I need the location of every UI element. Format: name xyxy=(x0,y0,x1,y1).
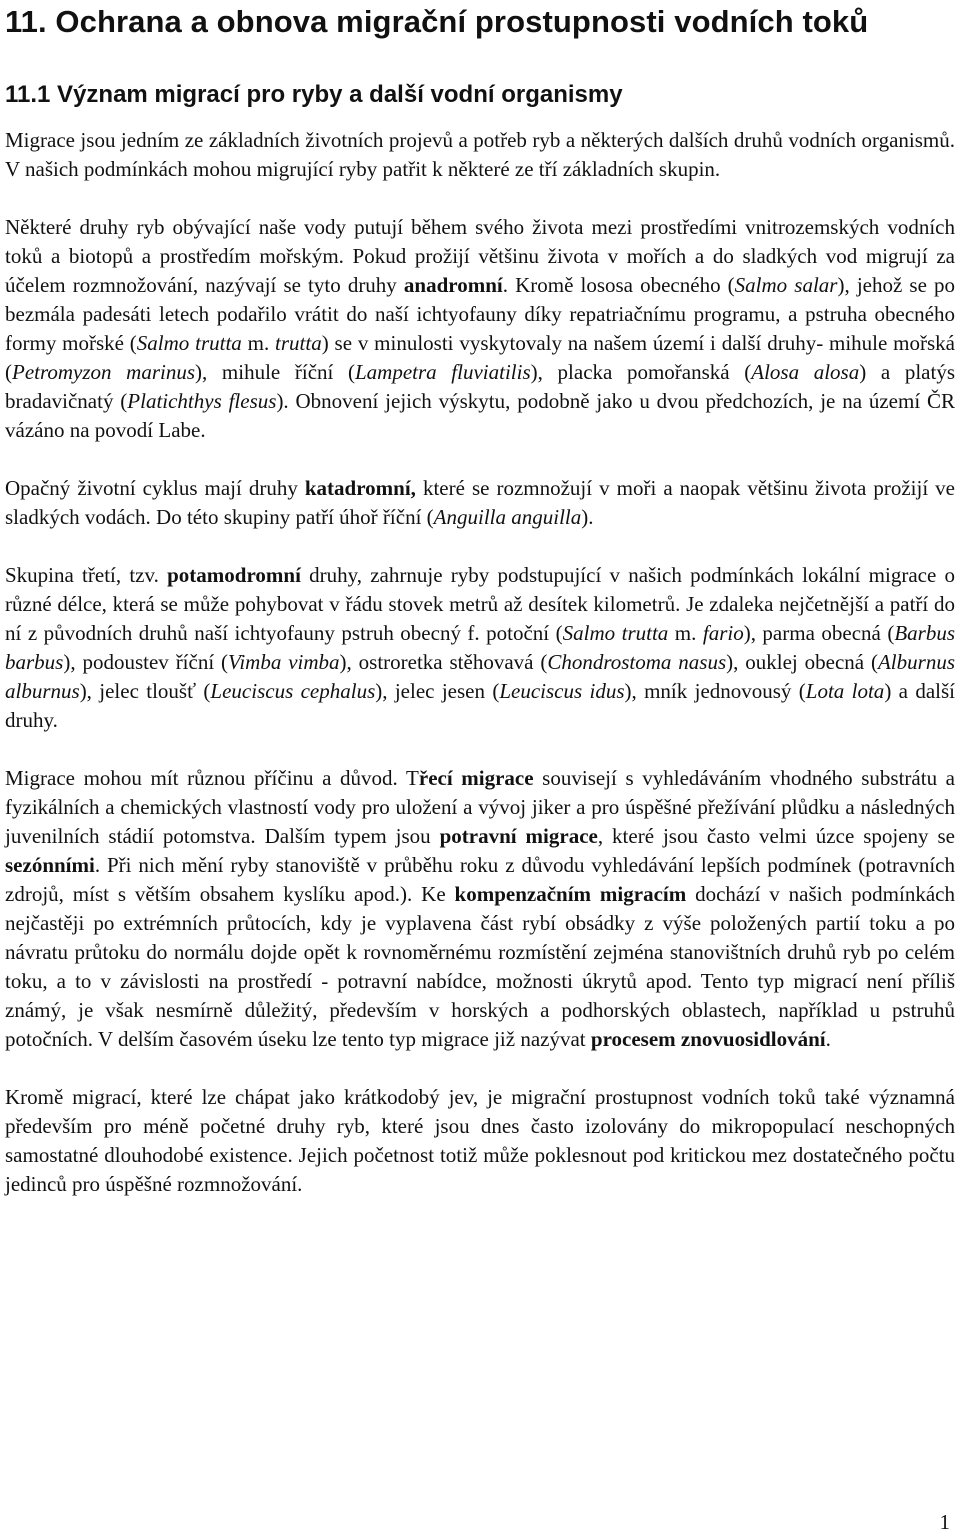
species-name: fario xyxy=(702,621,744,645)
text-run: ), jelec tloušť ( xyxy=(79,679,211,703)
paragraph-anadromous xyxy=(5,213,955,445)
text-run: ), parma obecná ( xyxy=(743,621,895,645)
text-run: ) a platýs bradavičnatý ( xyxy=(5,360,955,413)
species-name: Leuciscus idus xyxy=(499,679,625,703)
bold-term: procesem znovuosidlování xyxy=(590,1027,826,1051)
text-run: dochází v našich podmínkách nejčastěji po extrémních průtocích, kdy je vyplavena část rybí obsádky z výše položených partií toku a po návratu průtoku do normálu dojde opět k rovnoměrnému rozmístění zejména stanovištních druhů ryb po celém toku, a to v závislosti na prostředí - potravní nabídce, možnosti úkrytů apod. Tento typ migrací není příliš známý, je však nesmírně důležitý, především v horských a podhorských oblastech, například u pstruhů potočních. V delším časovém úseku lze tento typ migrace již nazývat xyxy=(5,882,955,1051)
species-name: Alosa alosa xyxy=(751,360,860,384)
text-run: souvisejí s vyhledáváním vhodného substrátu a fyzikálních a chemických vlastností vody pro uložení a vývoj jiker a pro úspěšné přežívání plůdku a následných juvenilních stádií potomstva. Dalším typem jsou xyxy=(5,766,955,848)
text-run: , které jsou často velmi úzce spojeny se xyxy=(597,824,955,848)
paragraph-migration-types xyxy=(5,764,955,1054)
text-run: ), ouklej obecná ( xyxy=(726,650,878,674)
text-run: ), placka pomořanská ( xyxy=(530,360,752,384)
text-run: m. xyxy=(241,331,276,355)
species-name: Salmo trutta xyxy=(136,331,242,355)
text-run: Migrace jsou jedním ze základních životních projevů a potřeb ryb a některých dalších druhů vodních organismů. V našich podmínkách mohou migrující ryby patřit k některé ze tří základních skupin. xyxy=(5,128,955,181)
text-run: ), ostroretka stěhovavá ( xyxy=(339,650,548,674)
text-run: Migrace mohou mít různou příčinu a důvod. T xyxy=(5,766,419,790)
species-name: Alburnus alburnus xyxy=(5,650,955,703)
text-run: Opačný životní cyklus mají druhy xyxy=(5,476,305,500)
text-run: ), jelec jesen ( xyxy=(375,679,500,703)
bold-term: řecí migrace xyxy=(418,766,534,790)
text-run: ) a další druhy. xyxy=(5,679,955,732)
page-number: 1 xyxy=(939,1510,950,1534)
text-run: ). xyxy=(581,505,594,529)
text-run: ) se v minulosti vyskytovaly na našem území i další druhy- mihule mořská ( xyxy=(5,331,955,384)
species-name: Lampetra fluviatilis xyxy=(355,360,531,384)
text-run: které se rozmnožují v moři a naopak většinu života prožijí ve sladkých vodách. Do této skupiny patří úhoř říční ( xyxy=(5,476,955,529)
text-run: ), mník jednovousý ( xyxy=(624,679,806,703)
section-heading: 11.1 Význam migrací pro ryby a další vodní organismy xyxy=(5,81,623,108)
species-name: Anguilla anguilla xyxy=(433,505,582,529)
text-run: Kromě migrací, které lze chápat jako krátkodobý jev, je migrační prostupnost vodních toků také významná především pro méně početné druhy ryb, které jsou dnes často izolovány do mikropopulací neschopných samostatné dlouhodobé existence. Jejich početnost totiž může poklesnout pod kritickou mez dostatečného počtu jedinců pro úspěšné rozmnožování. xyxy=(5,1085,955,1196)
text-run: ), mihule říční ( xyxy=(195,360,355,384)
bold-term: katadromní, xyxy=(304,476,416,500)
species-name: Petromyzon marinus xyxy=(12,360,196,384)
bold-term: potravní migrace xyxy=(439,824,598,848)
paragraph-potamodromous xyxy=(5,561,955,735)
species-name: trutta xyxy=(275,331,322,355)
document-page xyxy=(5,0,955,1199)
text-run: m. xyxy=(668,621,703,645)
species-name: Salmo trutta xyxy=(562,621,669,645)
species-name: Lota lota xyxy=(805,679,885,703)
text-run: ), jehož se po bezmála padesáti letech podařilo vrátit do naší ichtyofauny díky repatriačnímu programu, a pstruha obecného formy mořské ( xyxy=(5,273,955,355)
bold-term: kompenzačním migracím xyxy=(454,882,687,906)
text-run: Některé druhy ryb obývající naše vody putují během svého života mezi prostředími vnitrozemských vodních toků a biotopů a prostředím mořským. Pokud prožijí většinu života v mořích a do sladkých vod migrují za účelem rozmnožování, nazývají se tyto druhy xyxy=(5,215,955,297)
species-name: Chondrostoma nasus xyxy=(547,650,727,674)
species-name: Salmo salar xyxy=(734,273,838,297)
species-name: Barbus barbus xyxy=(5,621,956,674)
species-name: Vimba vimba xyxy=(228,650,340,674)
species-name: Platichthys flesus xyxy=(127,389,277,413)
species-name: Leuciscus cephalus xyxy=(210,679,376,703)
bold-term: anadromní xyxy=(403,273,503,297)
text-run: druhy, zahrnuje ryby podstupující v našich podmínkách lokální migrace o různé délce, která se může pohybovat v řádu stovek metrů až desítek kilometrů. Je zdaleka nejčetnější a patří do ní z původních druhů naší ichtyofauny pstruh obecný f. potoční ( xyxy=(5,563,955,645)
text-run: . Při nich mění ryby stanoviště v průběhu roku z důvodu vyhledávání lepších podmínek (potravních zdrojů, míst s větším obsahem kyslíku apod.). Ke xyxy=(5,853,955,906)
paragraph-catadromous xyxy=(5,474,955,532)
text-run: ). Obnovení jejich výskytu, podobně jako u dvou předchozích, je na území ČR vázáno na povodí Labe. xyxy=(5,389,955,442)
bold-term: sezónními xyxy=(5,853,95,877)
paragraph-connectivity xyxy=(5,1083,955,1199)
bold-term: potamodromní xyxy=(167,563,301,587)
text-run: Skupina třetí, tzv. xyxy=(5,563,168,587)
text-run: . xyxy=(825,1027,831,1051)
text-run: . Kromě lososa obecného ( xyxy=(502,273,735,297)
chapter-heading: 11. Ochrana a obnova migrační prostupnosti vodních toků xyxy=(5,4,869,39)
paragraph-intro xyxy=(5,126,955,184)
text-run: ), podoustev říční ( xyxy=(63,650,229,674)
